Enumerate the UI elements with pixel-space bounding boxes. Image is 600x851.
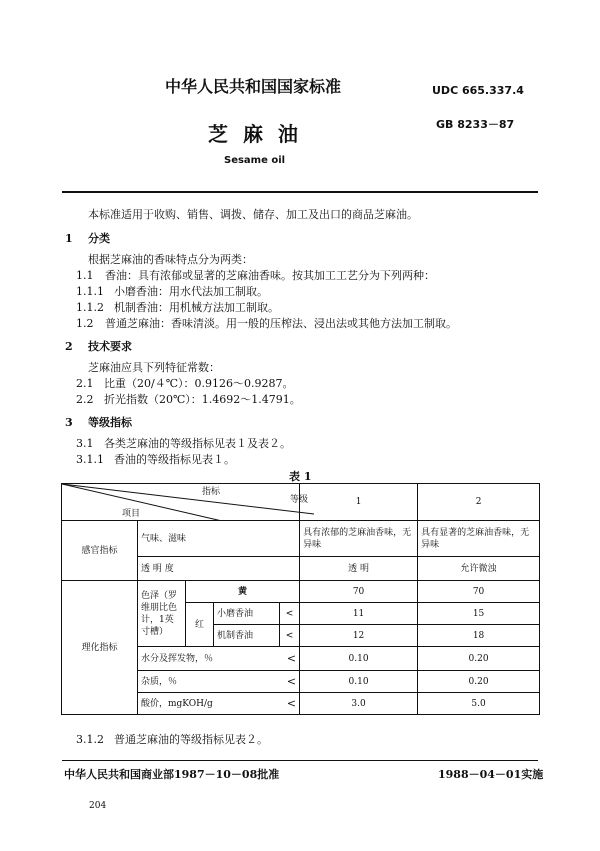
red-subitem: 红 bbox=[186, 603, 214, 647]
implementation-date: 1988－04－01实施 bbox=[438, 768, 544, 781]
acid-label: 酸价，mgKOH/g bbox=[141, 698, 213, 709]
moisture-item bbox=[138, 647, 300, 671]
clause-2-1-number: 2.1 bbox=[76, 377, 94, 390]
acid-item bbox=[138, 693, 300, 715]
grade-2-header: 2 bbox=[418, 484, 540, 521]
udc-code: UDC 665.337.4 bbox=[432, 84, 524, 97]
sensory-category: 感官指标 bbox=[62, 521, 138, 581]
section-3-number: 3 bbox=[65, 416, 73, 429]
acid-lt-symbol: < bbox=[286, 696, 297, 710]
section-2-title: 技术要求 bbox=[88, 340, 132, 353]
color-item: 色泽（罗维朋比色计，1英寸槽） bbox=[138, 581, 186, 647]
acid-grade-2: 5.0 bbox=[418, 693, 540, 715]
moisture-lt-symbol: < bbox=[286, 651, 297, 665]
odor-grade-1: 具有浓郁的芝麻油香味，无异味 bbox=[300, 521, 418, 557]
grade-1-header: 1 bbox=[300, 484, 418, 521]
clause-1-2-text: 普通芝麻油：香味清淡。用一般的压榨法、浸出法或其他方法加工制取。 bbox=[105, 317, 457, 330]
xiaomo-lt-symbol: < bbox=[280, 603, 300, 625]
footer-rule bbox=[62, 760, 538, 761]
scope-paragraph: 本标准适用于收购、销售、调拨、储存、加工及出口的商品芝麻油。 bbox=[88, 208, 418, 221]
clause-1-1-1-text: 小磨香油：用水代法加工制取。 bbox=[114, 285, 268, 298]
jizhi-grade-2: 18 bbox=[418, 625, 540, 647]
header-index-label: 指标 bbox=[202, 487, 221, 497]
grade-index-table bbox=[61, 483, 540, 715]
impurity-lt-symbol: < bbox=[286, 674, 297, 688]
section-3-title: 等级指标 bbox=[88, 416, 132, 429]
clause-3-1-number: 3.1 bbox=[76, 437, 94, 450]
odor-item: 气味、滋味 bbox=[138, 521, 300, 557]
xiaomo-grade-1: 11 bbox=[300, 603, 418, 625]
impurity-grade-1: 0.10 bbox=[300, 671, 418, 693]
yellow-grade-1: 70 bbox=[300, 581, 418, 603]
approval-line: 中华人民共和国商业部1987－10－08批准 bbox=[64, 768, 280, 781]
header-rule bbox=[62, 191, 538, 193]
clause-1-1-2-text: 机制香油：用机械方法加工制取。 bbox=[114, 301, 279, 314]
jizhi-grade-1: 12 bbox=[300, 625, 418, 647]
impurity-label: 杂质，％ bbox=[141, 676, 178, 687]
clause-2-2-text: 折光指数（20℃）：1.4692～1.4791。 bbox=[104, 393, 301, 406]
clause-1-1-1-number: 1.1.1 bbox=[76, 285, 104, 298]
section-1-lead: 根据芝麻油的香味特点分为两类： bbox=[88, 253, 253, 266]
clause-3-1-text: 各类芝麻油的等级指标见表１及表２。 bbox=[104, 437, 291, 450]
clause-2-2-number: 2.2 bbox=[76, 393, 94, 406]
moisture-grade-2: 0.20 bbox=[418, 647, 540, 671]
clause-1-2-number: 1.2 bbox=[76, 317, 94, 330]
xiaomo-subitem: 小磨香油 bbox=[214, 603, 280, 625]
clause-1-1-text: 香油：具有浓郁或显著的芝麻油香味。按其加工工艺分为下列两种： bbox=[105, 269, 435, 282]
document-title: 芝 麻 油 bbox=[208, 122, 302, 146]
header-grade-label: 等级 bbox=[290, 495, 309, 505]
section-1-number: 1 bbox=[65, 232, 73, 245]
section-1-title: 分类 bbox=[88, 232, 110, 245]
clause-3-1-1-number: 3.1.1 bbox=[76, 453, 104, 466]
jizhi-subitem: 机制香油 bbox=[214, 625, 280, 647]
physchem-category: 理化指标 bbox=[62, 581, 138, 715]
clause-1-1-2-number: 1.1.2 bbox=[76, 301, 104, 314]
clarity-item: 透 明 度 bbox=[138, 557, 300, 581]
document-title-en: Sesame oil bbox=[224, 155, 286, 166]
xiaomo-grade-2: 15 bbox=[418, 603, 540, 625]
acid-grade-1: 3.0 bbox=[300, 693, 418, 715]
clarity-grade-1: 透 明 bbox=[300, 557, 418, 581]
odor-grade-2: 具有显著的芝麻油香味，无异味 bbox=[418, 521, 540, 557]
table-header-diagonal-cell bbox=[62, 484, 309, 521]
section-2-lead: 芝麻油应具下列特征常数： bbox=[88, 361, 220, 374]
clarity-grade-2: 允许微浊 bbox=[418, 557, 540, 581]
clause-2-1-text: 比重（20/４℃）：0.9126～0.9287。 bbox=[104, 377, 294, 390]
header-item-label: 项目 bbox=[122, 509, 141, 519]
jizhi-lt-symbol: < bbox=[280, 625, 300, 647]
gb-code: GB 8233－87 bbox=[436, 118, 515, 131]
yellow-grade-2: 70 bbox=[418, 581, 540, 603]
clause-3-1-1-text: 香油的等级指标见表１。 bbox=[114, 453, 235, 466]
moisture-grade-1: 0.10 bbox=[300, 647, 418, 671]
impurity-grade-2: 0.20 bbox=[418, 671, 540, 693]
clause-3-1-2-text: 普通芝麻油的等级指标见表２。 bbox=[114, 733, 268, 746]
impurity-item bbox=[138, 671, 300, 693]
section-2-number: 2 bbox=[65, 340, 73, 353]
clause-3-1-2-number: 3.1.2 bbox=[76, 733, 104, 746]
standard-org-title: 中华人民共和国国家标准 bbox=[165, 77, 342, 96]
table-caption: 表 1 bbox=[289, 470, 312, 483]
moisture-label: 水分及挥发物，％ bbox=[141, 653, 214, 664]
clause-1-1-number: 1.1 bbox=[76, 269, 94, 282]
diagonal-lines bbox=[62, 484, 314, 521]
page-number: 204 bbox=[89, 801, 107, 811]
yellow-subitem: 黄 bbox=[186, 581, 300, 603]
